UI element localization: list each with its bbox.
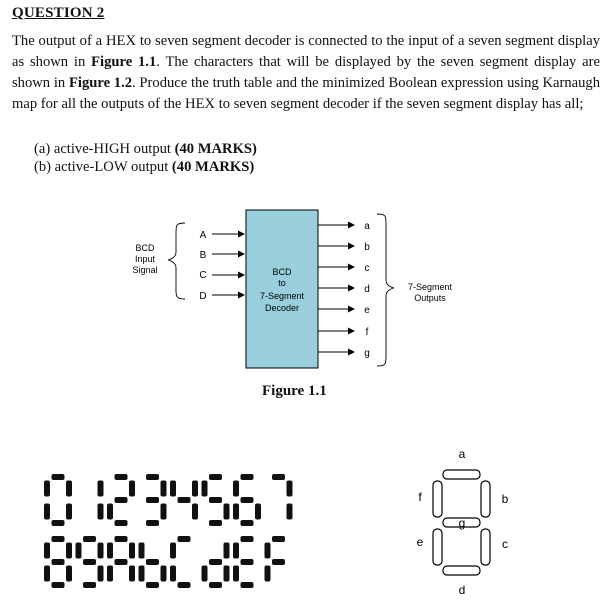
segment-outputs-label-line2: Outputs (414, 293, 446, 303)
segment-label-b: b (501, 492, 509, 506)
decoder-label-line1: BCD (272, 267, 292, 277)
figure-1-2-reference: Figure 1.2 (68, 75, 133, 91)
output-e-label: e (364, 305, 370, 316)
segment-outputs-label-line1: 7-Segment (407, 282, 453, 292)
question-text-part3: . Produce the truth table and the minimized Boolean expression using Karnaugh map for all the outputs of the HEX to seven segment decoder if the seven segment display has all; (12, 75, 600, 112)
figure-1-1-caption: Figure 1.1 (262, 383, 327, 399)
decoder-label-line4: Decoder (264, 303, 300, 313)
output-b-label: b (364, 242, 370, 253)
segment-label-c: c (502, 537, 508, 551)
segment-label-e: e (416, 535, 424, 549)
segment-label-a: a (458, 447, 466, 461)
segment-d-outline (443, 566, 480, 575)
output-d-label: d (364, 284, 370, 295)
segment-e-outline (433, 529, 442, 565)
item-active-low-label: (b) active-LOW output (34, 159, 172, 175)
output-c-label: c (364, 263, 370, 274)
input-b-label: B (199, 250, 207, 261)
question-text-part2: . The characters that will be displayed by the seven segment display are shown in (12, 54, 600, 91)
output-g-label: g (364, 348, 370, 359)
segment-a-outline (443, 470, 480, 479)
segment-c-outline (481, 529, 490, 565)
segment-f-outline (433, 481, 442, 517)
input-c-label: C (199, 270, 207, 281)
item-active-high-marks: (40 MARKS) (174, 141, 257, 157)
question-text-part1: The output of a HEX to seven segment decoder is connected to the input of a seven segment display as shown in (12, 33, 600, 70)
bcd-input-label-line1: BCD (135, 243, 155, 253)
bcd-input-label-line2: Input (134, 254, 156, 264)
item-active-high-label: (a) active-HIGH output (34, 141, 175, 157)
figure-1-1-reference: Figure 1.1 (91, 54, 157, 70)
question-heading: QUESTION 2 (12, 5, 105, 21)
output-f-label: f (365, 327, 369, 338)
segment-label-d: d (458, 583, 466, 597)
segment-label-f: f (418, 490, 422, 504)
decoder-label-line3: 7-Segment (259, 291, 305, 301)
decoder-label-line2: to (278, 278, 286, 288)
output-a-label: a (364, 221, 370, 232)
bcd-input-label-line3: Signal (132, 265, 158, 275)
segment-label-g: g (458, 516, 466, 530)
input-d-label: D (199, 291, 207, 302)
segment-b-outline (481, 481, 490, 517)
input-a-label: A (199, 230, 207, 241)
item-active-low-marks: (40 MARKS) (171, 159, 255, 175)
